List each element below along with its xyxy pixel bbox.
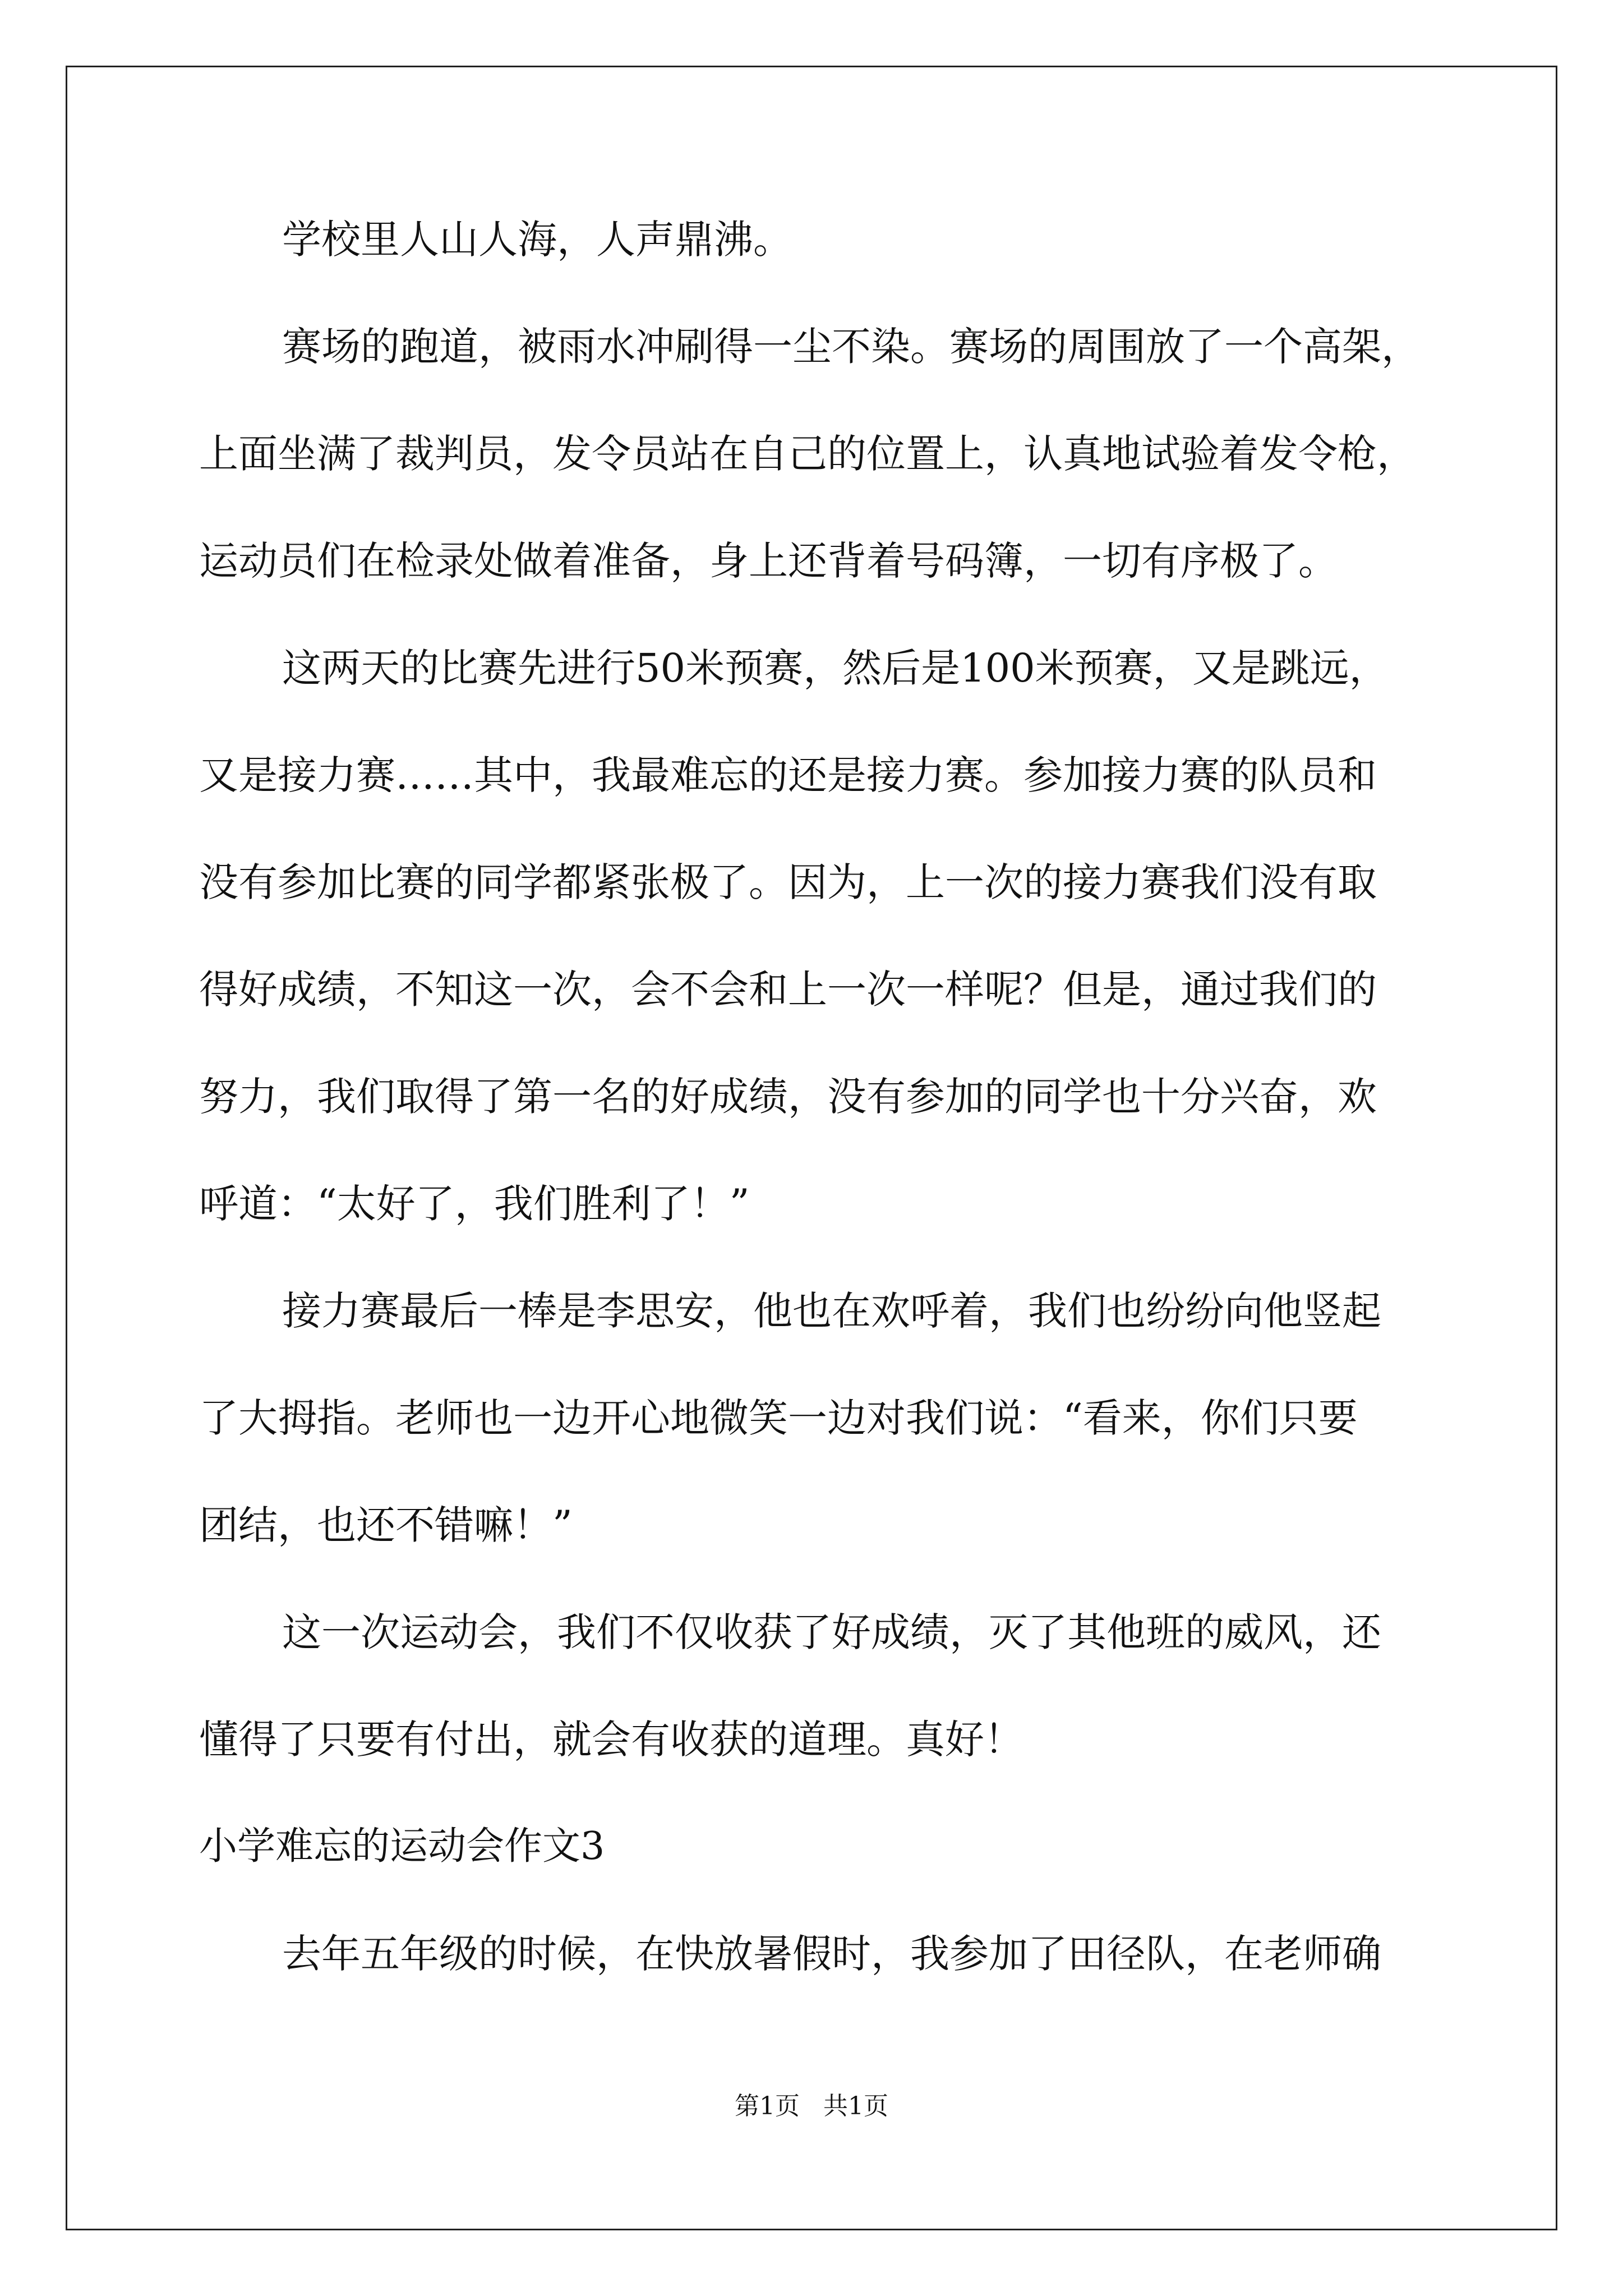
- paragraph-line: 没有参加比赛的同学都紧张极了。因为，上一次的接力赛我们没有取: [199, 859, 1377, 905]
- paragraph-line: 了大拇指。老师也一边开心地微笑一边对我们说：“看来，你们只要: [199, 1395, 1358, 1441]
- paragraph-line: 这两天的比赛先进行50米预赛，然后是100米预赛，又是跳远，: [282, 645, 1389, 691]
- paragraph-line: 懂得了只要有付出，就会有收获的道理。真好！: [199, 1717, 1023, 1763]
- paragraph-line: 努力，我们取得了第一名的好成绩，没有参加的同学也十分兴奋，欢: [199, 1074, 1377, 1120]
- paragraph-line: 去年五年级的时候，在快放暑假时，我参加了田径队，在老师确: [282, 1931, 1381, 1977]
- paragraph-line: 学校里人山人海，人声鼎沸。: [282, 217, 792, 263]
- paragraph-line: 运动员们在检录处做着准备，身上还背着号码簿，一切有序极了。: [199, 538, 1338, 584]
- section-heading: 小学难忘的运动会作文3: [199, 1824, 605, 1869]
- page-number-footer: 第1页 共1页: [735, 2092, 888, 2120]
- paragraph-line: 又是接力赛……其中，我最难忘的还是接力赛。参加接力赛的队员和: [199, 752, 1377, 798]
- paragraph-line: 呼道：“太好了，我们胜利了！”: [199, 1181, 750, 1227]
- paragraph-line: 团结，也还不错嘛！”: [199, 1502, 573, 1548]
- paragraph-line: 赛场的跑道，被雨水冲刷得一尘不染。赛场的周围放了一个高架，: [282, 324, 1421, 370]
- paragraph-line: 上面坐满了裁判员，发令员站在自己的位置上，认真地试验着发令枪，: [199, 431, 1416, 477]
- paragraph-line: 得好成绩，不知这一次，会不会和上一次一样呢？但是，通过我们的: [199, 967, 1377, 1013]
- paragraph-line: 这一次运动会，我们不仅收获了好成绩，灭了其他班的威风，还: [282, 1609, 1381, 1655]
- paragraph-line: 接力赛最后一棒是李思安，他也在欢呼着，我们也纷纷向他竖起: [282, 1288, 1381, 1334]
- document-body: [199, 213, 1433, 2035]
